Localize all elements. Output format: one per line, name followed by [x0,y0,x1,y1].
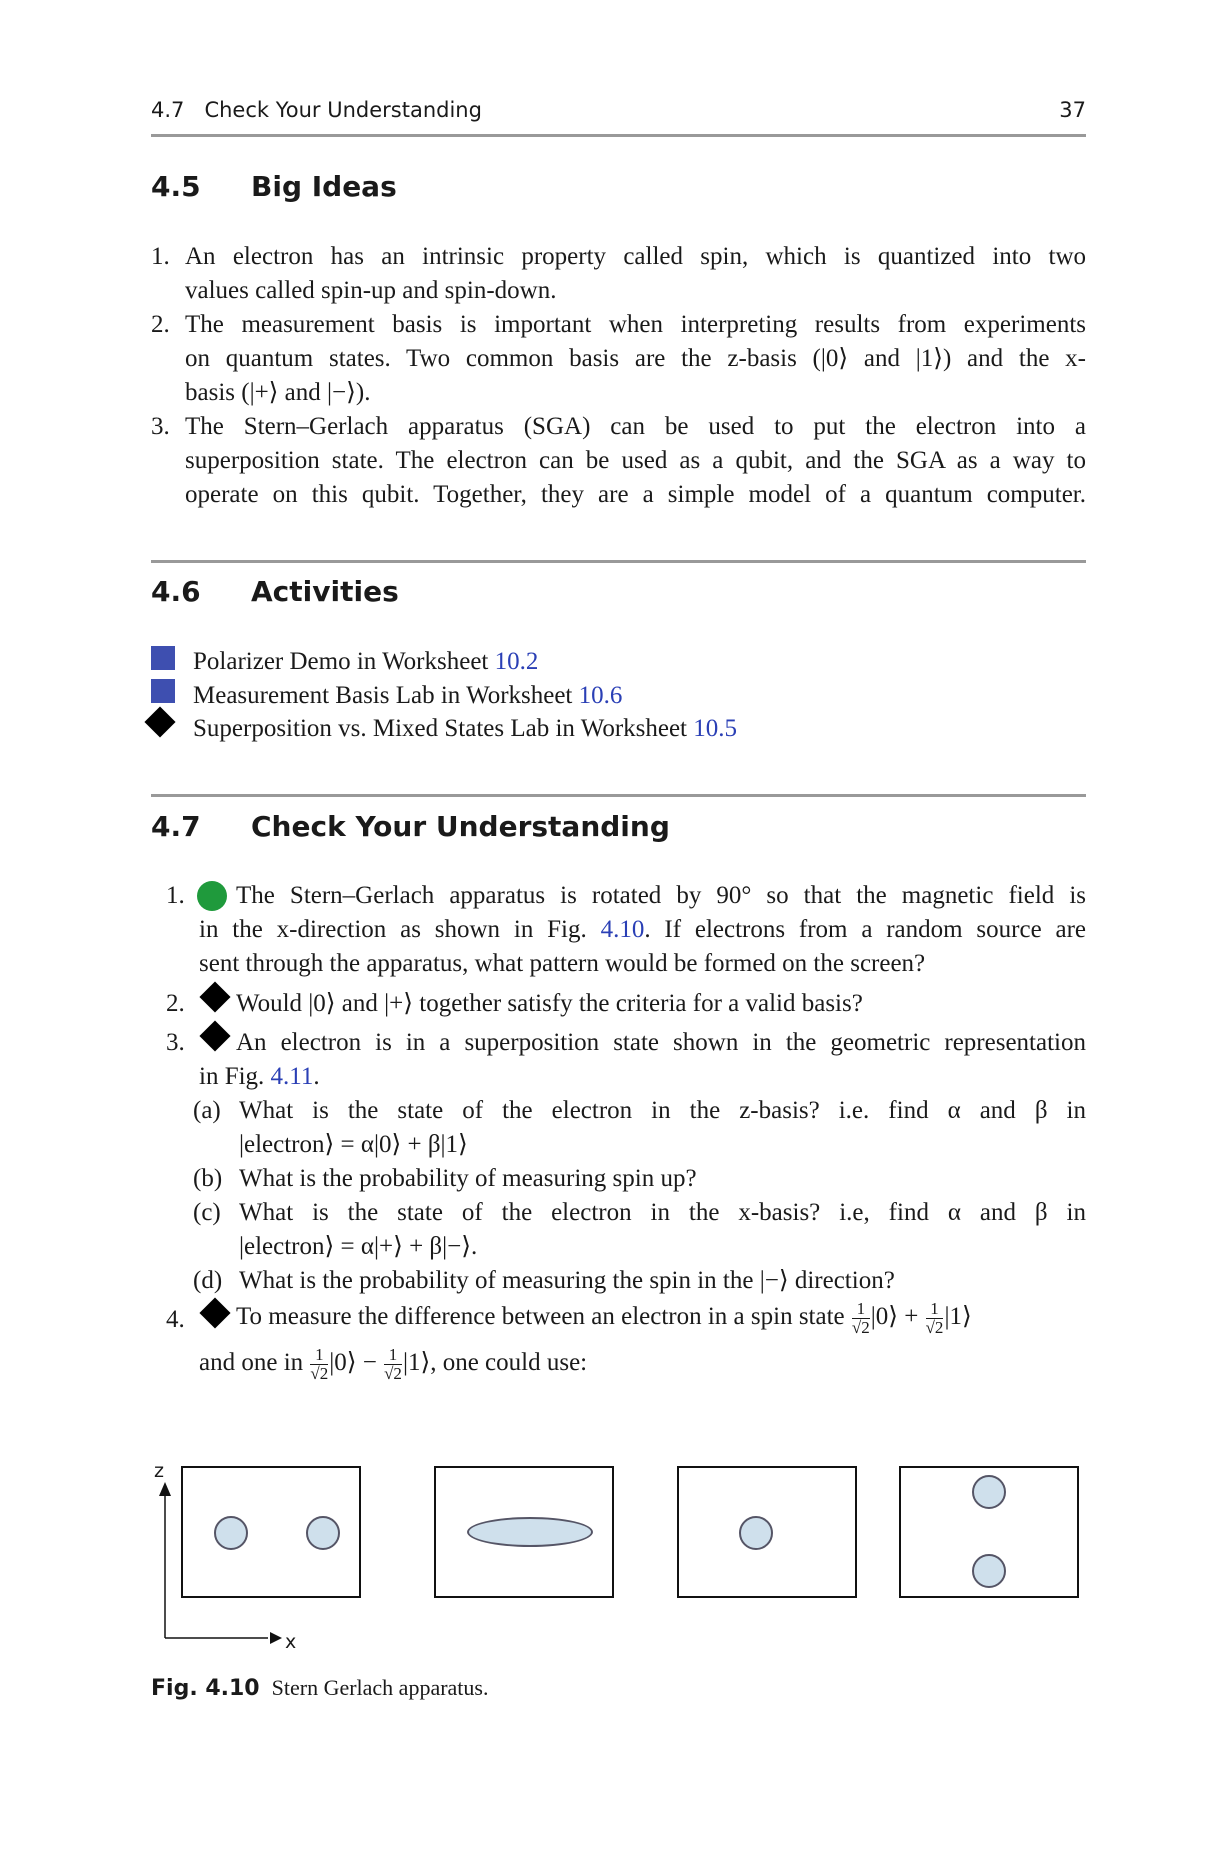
activity-item [193,645,538,679]
list-number: 2. [151,311,170,338]
subpart-label: (a) [193,1097,221,1124]
list-item-line: basis (|+⟩ and |−⟩). [185,379,371,406]
question-line [199,1346,1086,1383]
text: in Fig. [199,1063,271,1090]
list-item-line: An electron has an intrinsic property called spin, which is quantized into two [185,243,1086,270]
subpart-line: |electron⟩ = α|+⟩ + β|−⟩. [239,1233,478,1260]
green-circle-icon [197,881,227,911]
axis-label-z: z [154,1460,164,1482]
list-item-line: values called spin-up and spin-down. [185,277,557,304]
running-head-title: Check Your Understanding [204,98,482,122]
denominator: √2 [310,1364,329,1383]
text: and one in [199,1349,310,1377]
screen-panel-2 [434,1466,614,1598]
black-diamond-icon [199,1020,230,1051]
list-item-line: on quantum states. Two common basis are the z-basis (|0⟩ and |1⟩) and the x- [185,345,1086,372]
axis-label-x: x [285,1631,297,1653]
section-rule [151,560,1086,563]
denominator: √2 [925,1318,944,1337]
worksheet-link[interactable]: 10.5 [693,715,738,742]
numerator: 1 [310,1346,328,1365]
activity-text: Superposition vs. Mixed States Lab in Worksheet [193,715,694,742]
text: To measure the difference between an electron in a spin state [236,1303,851,1331]
section-heading-big-ideas [151,170,397,203]
section-rule [151,794,1086,797]
figure-caption-text: Stern Gerlach apparatus. [271,1675,489,1700]
question-line: An electron is in a superposition state shown in the geometric representation [236,1029,1086,1056]
list-item-line: operate on this qubit. Together, they are a simple model of a quantum computer. [185,481,1086,508]
question-line: Would |0⟩ and |+⟩ together satisfy the criteria for a valid basis? [236,990,863,1017]
running-head-section: 4.7 [151,98,185,122]
text: in the x-direction as shown in Fig. [199,916,601,943]
list-number: 1. [151,243,170,270]
text: |0⟩ − [329,1349,384,1377]
spot-icon [739,1516,773,1550]
worksheet-link[interactable]: 10.2 [494,648,539,675]
numerator: 1 [384,1346,402,1365]
fraction [310,1346,328,1383]
figure-link[interactable]: 4.10 [600,916,645,943]
question-line: sent through the apparatus, what pattern would be formed on the screen? [199,950,926,977]
blue-square-icon [151,679,175,703]
worksheet-link[interactable]: 10.6 [578,682,623,709]
text: . [313,1063,320,1090]
section-number: 4.7 [151,810,201,843]
subpart-line: What is the state of the electron in the z-basis? i.e. find α and β in [239,1097,1086,1124]
activity-item [193,712,737,746]
screen-panel-1 [181,1466,361,1598]
question-line: The Stern–Gerlach apparatus is rotated by 90° so that the magnetic field is [236,882,1086,909]
activity-item [193,679,622,713]
black-diamond-icon [199,1297,230,1328]
page-number: 37 [1059,98,1086,122]
question-number: 2. [166,990,185,1017]
subpart-line: What is the probability of measuring the spin in the |−⟩ direction? [239,1267,895,1294]
spot-icon [214,1516,248,1550]
section-heading-check [151,810,670,843]
list-item-line: superposition state. The electron can be used as a qubit, and the SGA as a way to [185,447,1086,474]
spot-icon [306,1516,340,1550]
header-rule [151,134,1086,137]
black-diamond-icon [144,706,175,737]
activity-text: Measurement Basis Lab in Worksheet [193,682,579,709]
section-number: 4.5 [151,170,201,203]
section-heading-activities [151,575,399,608]
subpart-label: (c) [193,1199,221,1226]
text: |0⟩ + [870,1303,925,1331]
question-number: 1. [166,882,185,909]
numerator: 1 [926,1300,944,1319]
activity-text: Polarizer Demo in Worksheet [193,648,495,675]
subpart-label: (d) [193,1267,223,1294]
black-diamond-icon [199,981,230,1012]
question-number: 3. [166,1029,185,1056]
fraction [852,1300,870,1337]
list-item-line: The Stern–Gerlach apparatus (SGA) can be used to put the electron into a [185,413,1086,440]
section-title: Activities [251,575,399,608]
smear-icon [467,1517,593,1547]
figure-caption-label: Fig. 4.10 [151,1676,260,1701]
denominator: √2 [851,1318,870,1337]
section-title: Big Ideas [251,170,397,203]
figure-link[interactable]: 4.11 [270,1063,314,1090]
figure-4-10 [148,1460,1088,1656]
denominator: √2 [384,1364,402,1383]
text: |1⟩, one could use: [402,1349,588,1377]
spot-icon [972,1554,1006,1588]
subpart-line: What is the probability of measuring spin up? [239,1165,697,1192]
fraction [926,1300,944,1337]
subpart-line: |electron⟩ = α|0⟩ + β|1⟩ [239,1131,468,1158]
z-arrow-icon [159,1482,171,1496]
screen-panel-4 [899,1466,1079,1598]
screen-panel-3 [677,1466,857,1598]
subpart-line: What is the state of the electron in the x-basis? i.e, find α and β in [239,1199,1086,1226]
question-number: 4. [166,1306,185,1333]
text: . If electrons from a random source are [644,916,1086,943]
spot-icon [972,1475,1006,1509]
question-line [199,1060,320,1094]
list-item-line: The measurement basis is important when interpreting results from experiments [185,311,1086,338]
blue-square-icon [151,646,175,670]
section-number: 4.6 [151,575,201,608]
fraction [384,1346,402,1383]
running-head [151,98,1086,122]
text: |1⟩ [944,1303,972,1331]
section-title: Check Your Understanding [251,810,670,843]
question-line [199,913,1086,947]
list-number: 3. [151,413,170,440]
numerator: 1 [852,1300,870,1319]
figure-caption [151,1675,488,1701]
question-line [236,1300,1086,1337]
subpart-label: (b) [193,1165,223,1192]
